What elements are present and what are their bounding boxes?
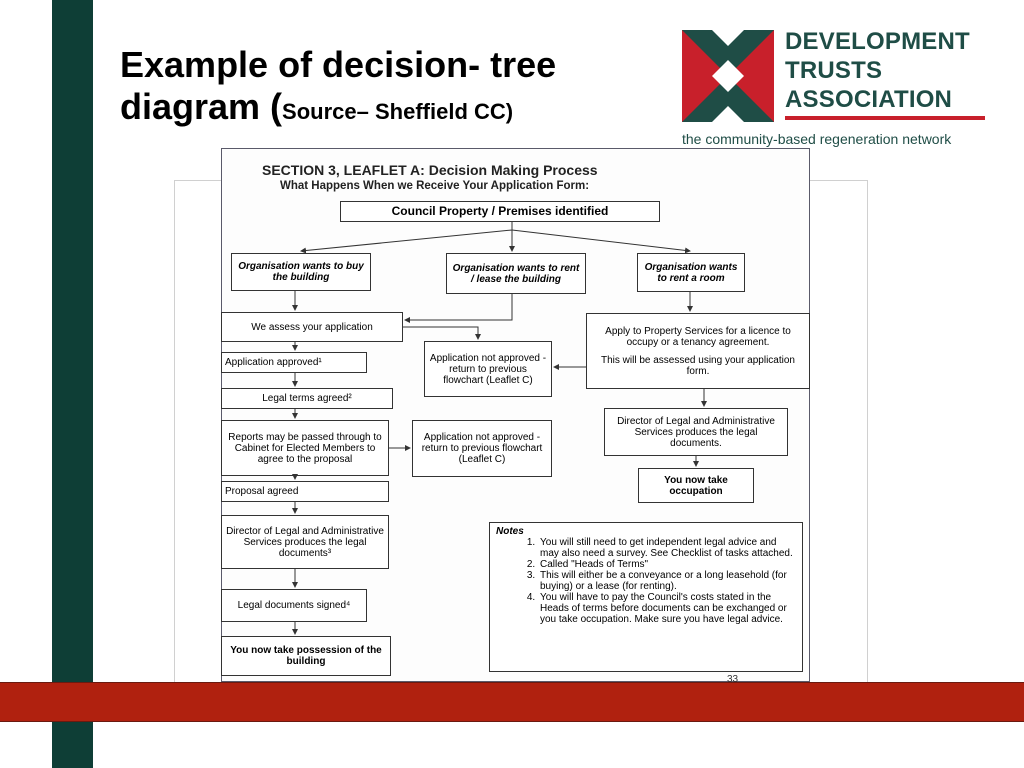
legal-signed-box: Legal documents signed⁴ [221, 589, 367, 622]
lease-box: Organisation wants to rent / lease the building [446, 253, 586, 294]
note-item: 4. You will have to pay the Council's costs stated in the Heads of terms before documents can be exchanged or you take occupation. Make sure you have legal advice. [538, 592, 796, 625]
not-approved-box-1: Application not approved - return to previous flowchart (Leaflet C) [424, 341, 552, 397]
leaflet-subheading: What Happens When we Receive Your Application Form: [280, 180, 590, 192]
apply-licence-text-2: This will be assessed using your application form. [601, 354, 795, 377]
logo-word-1: DEVELOPMENT [785, 28, 970, 55]
left-dark-bar [52, 0, 93, 768]
notes-title: Notes [496, 526, 524, 537]
logo-word-2: TRUSTS [785, 57, 883, 84]
director-right-box: Director of Legal and Administrative Services produces the legal documents. [604, 408, 788, 456]
proposal-agreed-box: Proposal agreed [221, 481, 389, 502]
leaflet-heading: SECTION 3, LEAFLET A: Decision Making Process [262, 162, 598, 178]
title-source: Source– Sheffield CC) [282, 99, 514, 124]
room-box: Organisation wants to rent a room [637, 253, 745, 292]
slide-title [120, 44, 556, 133]
note-item: 2. Called "Heads of Terms" [538, 559, 796, 570]
notes-box [489, 522, 803, 672]
apply-licence-box [586, 313, 810, 389]
assess-box: We assess your application [221, 312, 403, 342]
dta-logo-mark-icon [682, 30, 774, 122]
occupation-box: You now take occupation [638, 468, 754, 503]
reports-box: Reports may be passed through to Cabinet for Elected Members to agree to the proposal [221, 420, 389, 476]
possession-box: You now take possession of the building [221, 636, 391, 676]
notes-list [496, 537, 796, 625]
logo-word-3: ASSOCIATION [785, 86, 953, 113]
logo-tagline: the community-based regeneration network [682, 131, 952, 147]
logo-underline [785, 116, 985, 120]
buy-box: Organisation wants to buy the building [231, 253, 371, 291]
not-approved-box-2: Application not approved - return to previous flowchart (Leaflet C) [412, 420, 552, 477]
page-number: 33 [727, 674, 739, 685]
title-line-2 [120, 86, 556, 133]
approved-box: Application approved¹ [221, 352, 367, 373]
note-item: 3. This will either be a conveyance or a long leasehold (for buying) or a lease (for renting). [538, 570, 796, 592]
title-line-1: Example of decision- tree [120, 44, 557, 85]
note-item: 1. You will still need to get independent legal advice and may also need a survey. See Checklist of tasks attached. [538, 537, 796, 559]
director-left-box: Director of Legal and Administrative Services produces the legal documents³ [221, 515, 389, 569]
footer-red-band [0, 682, 1024, 722]
title-line-2-main: diagram ( [120, 86, 283, 127]
legal-terms-box: Legal terms agreed² [221, 388, 393, 409]
apply-licence-text: Apply to Property Services for a licence to occupy or a tenancy agreement. [605, 325, 791, 348]
start-box: Council Property / Premises identified [340, 201, 660, 222]
